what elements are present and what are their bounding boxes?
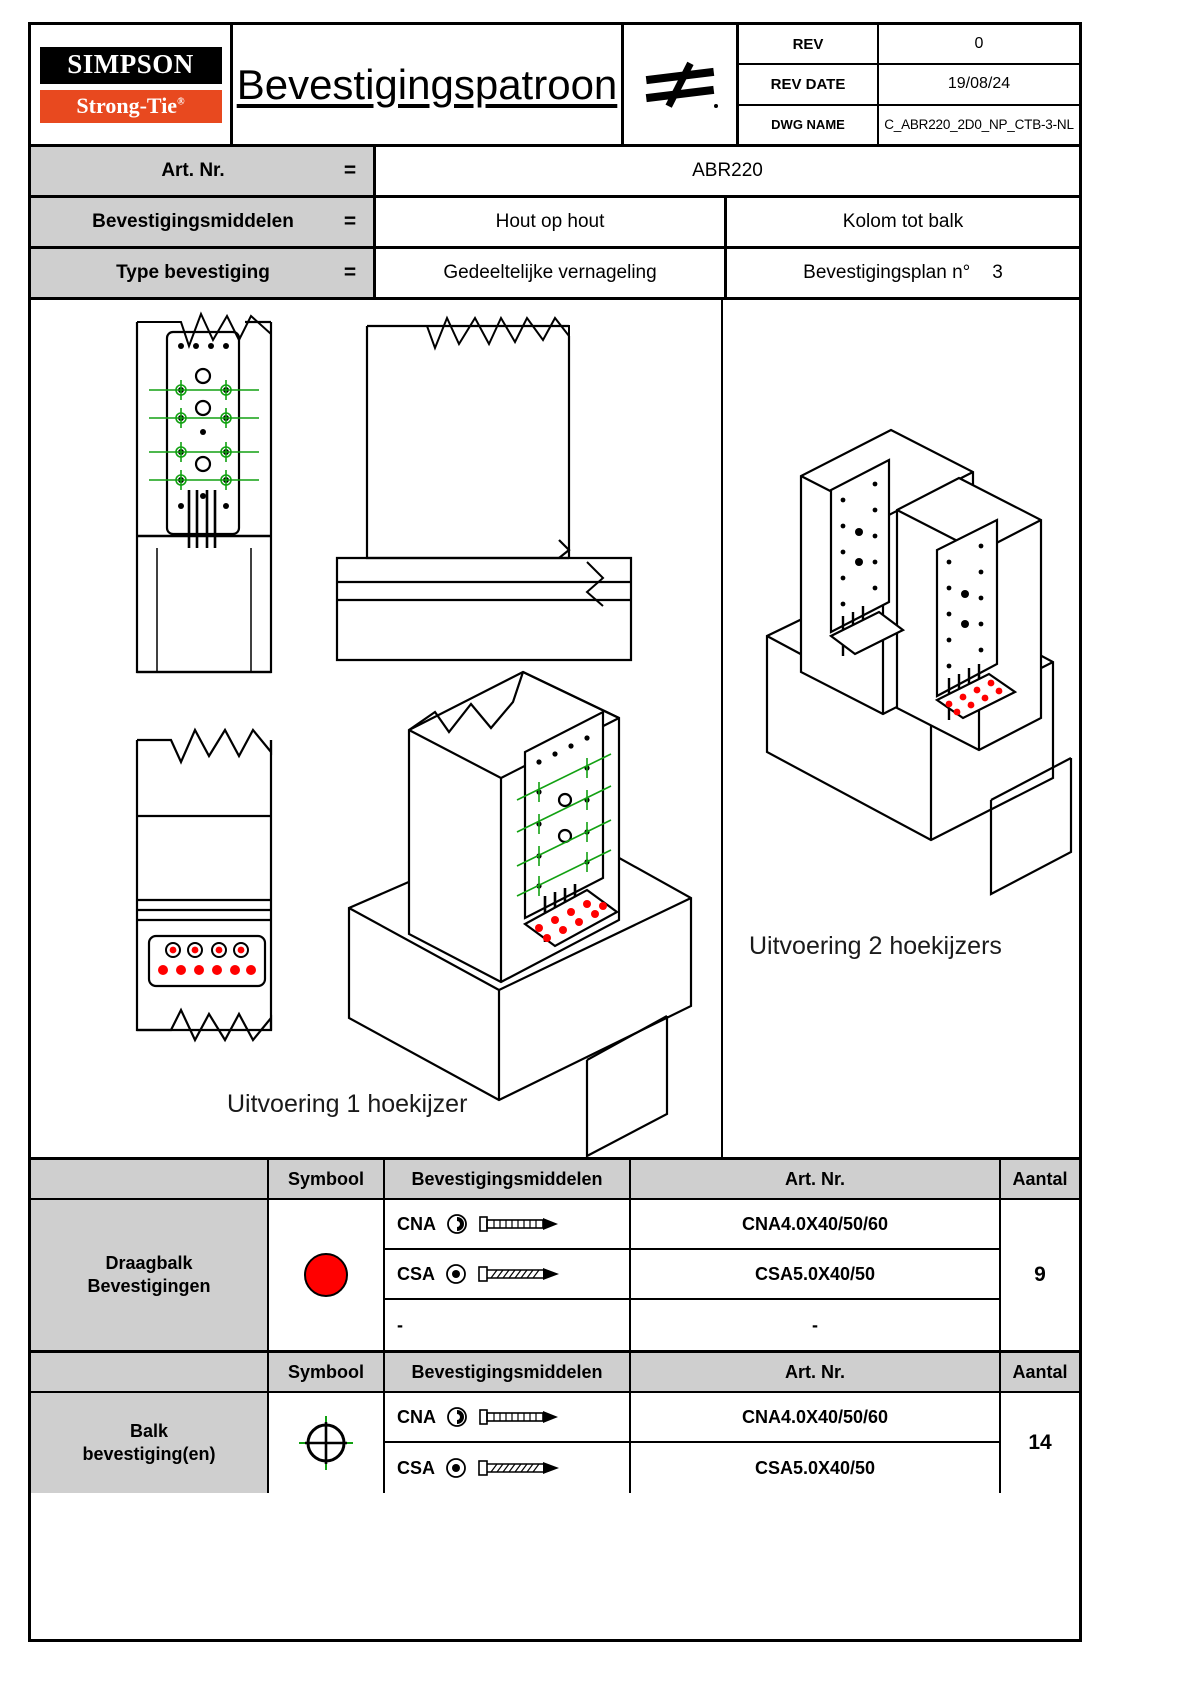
table-row xyxy=(385,1443,1001,1493)
legend-fixing-label: CSA xyxy=(397,1457,436,1478)
table-row xyxy=(385,1300,1001,1350)
not-equal-icon xyxy=(640,59,720,111)
legend-art-cell: CSA5.0X40/50 xyxy=(631,1250,1001,1298)
legend-header-symbol-1: Symbool xyxy=(269,1160,385,1198)
equals-icon: = xyxy=(343,261,357,284)
rev-row xyxy=(739,25,1079,65)
legend-count-1: 9 xyxy=(1034,1263,1046,1286)
legend-fixing-cell xyxy=(385,1200,631,1248)
info-row-fixings xyxy=(31,198,1079,249)
legend-header-art-2: Art. Nr. xyxy=(631,1353,1001,1391)
rev-label: REV xyxy=(739,25,879,63)
legend-header-blank-2 xyxy=(31,1353,269,1391)
info-label-fixings xyxy=(31,198,376,246)
nail-icon xyxy=(478,1407,566,1427)
legend-header-1 xyxy=(31,1160,1079,1200)
legend-rows-2 xyxy=(385,1393,1001,1493)
legend-header-count-2: Aantal xyxy=(1012,1361,1068,1382)
info-label-type-text: Type bevestiging xyxy=(116,262,270,283)
rev-date-row xyxy=(739,65,1079,105)
dwg-name-value: C_ABR220_2D0_NP_CTB-3-NL xyxy=(884,117,1074,133)
legend-header-blank-1 xyxy=(31,1160,269,1198)
legend-body-1 xyxy=(31,1200,1079,1350)
legend-rows-1 xyxy=(385,1200,1001,1350)
info-value-fixings-material: Hout op hout xyxy=(376,198,727,246)
legend-fixing-label: CNA xyxy=(397,1406,436,1427)
info-value-type: Gedeeltelijke vernageling xyxy=(376,249,727,297)
nail-head-icon xyxy=(446,1213,468,1235)
legend-fixing-label: CNA xyxy=(397,1213,436,1234)
legend-header-fixings-2: Bevestigingsmiddelen xyxy=(385,1353,631,1391)
legend-art-cell: CSA5.0X40/50 xyxy=(631,1443,1001,1493)
nail-head-icon xyxy=(446,1406,468,1428)
nail-icon xyxy=(478,1214,566,1234)
legend-symbol-2 xyxy=(269,1393,385,1493)
legend-beam-fixings xyxy=(31,1353,1079,1493)
revision-table xyxy=(739,25,1079,144)
legend-header-count-1: Aantal xyxy=(1012,1168,1068,1189)
legend-count-2: 14 xyxy=(1028,1431,1052,1454)
legend-name-2-line1: Balk xyxy=(129,1420,169,1441)
caption-single-bracket: Uitvoering 1 hoekijzer xyxy=(227,1090,468,1118)
legend-fixing-cell: - xyxy=(385,1300,631,1350)
info-value-article: ABR220 xyxy=(692,160,763,181)
technical-drawings xyxy=(31,300,1079,1158)
equals-icon: = xyxy=(343,210,357,233)
logo-simpson-text: SIMPSON xyxy=(40,47,222,84)
not-equal-symbol-cell xyxy=(624,25,739,144)
legend-name-2-line2: bevestiging(en) xyxy=(82,1444,216,1464)
legend-supporting-beam xyxy=(31,1160,1079,1353)
rev-date-value: 19/08/24 xyxy=(947,75,1011,93)
plan-label: Bevestigingsplan n° xyxy=(803,262,971,283)
green-crosshair-circle-icon xyxy=(295,1412,357,1474)
legend-name-1-line2: Bevestigingen xyxy=(87,1276,211,1296)
info-label-article-text: Art. Nr. xyxy=(161,160,225,181)
table-row xyxy=(385,1393,1001,1443)
info-value-plan xyxy=(727,249,1079,297)
legend-fixing-cell xyxy=(385,1443,631,1493)
table-row xyxy=(385,1200,1001,1250)
drawing-divider xyxy=(721,300,723,1157)
plan-number: 3 xyxy=(992,262,1003,283)
view-3d-single-bracket xyxy=(349,672,691,1156)
legend-header-2 xyxy=(31,1353,1079,1393)
legend-fixing-cell xyxy=(385,1250,631,1298)
title-block xyxy=(31,25,1079,147)
info-row-type xyxy=(31,249,1079,300)
table-row xyxy=(385,1250,1001,1300)
legend-body-2 xyxy=(31,1393,1079,1493)
sheet-title xyxy=(233,25,624,144)
drawing-sheet xyxy=(28,22,1082,1642)
rev-date-label: REV DATE xyxy=(739,65,879,103)
brand-logo xyxy=(31,25,233,144)
legend-header-symbol-2: Symbool xyxy=(269,1353,385,1391)
legend-name-2 xyxy=(31,1393,269,1493)
legend-name-1-line1: Draagbalk xyxy=(105,1252,193,1273)
info-label-type xyxy=(31,249,376,297)
logo-strongtie-text: Strong-Tie® xyxy=(40,90,222,123)
sheet-title-text: Bevestigingspatroon xyxy=(236,60,618,108)
info-value-fixings-connection: Kolom tot balk xyxy=(842,211,964,232)
view-front-top xyxy=(137,314,271,672)
info-label-fixings-text: Bevestigingsmiddelen xyxy=(92,211,294,232)
rev-value: 0 xyxy=(974,35,984,53)
view-3d-double-bracket xyxy=(767,430,1071,894)
dwg-name-row xyxy=(739,106,1079,144)
legend-name-1 xyxy=(31,1200,269,1350)
legend-art-cell: CNA4.0X40/50/60 xyxy=(631,1393,1001,1441)
drawing-area xyxy=(31,300,1079,1160)
legend-art-cell: - xyxy=(631,1300,1001,1350)
screw-head-icon xyxy=(445,1263,467,1285)
info-label-article xyxy=(31,147,376,195)
screw-icon xyxy=(477,1264,569,1284)
screw-head-icon xyxy=(445,1457,467,1479)
legend-art-cell: CNA4.0X40/50/60 xyxy=(631,1200,1001,1248)
dwg-name-label: DWG NAME xyxy=(739,106,879,144)
legend-header-art-1: Art. Nr. xyxy=(631,1160,1001,1198)
caption-double-bracket: Uitvoering 2 hoekijzers xyxy=(749,932,1002,960)
equals-icon: = xyxy=(343,159,357,182)
view-plan-bottom xyxy=(137,730,271,1040)
legend-fixing-label: CSA xyxy=(397,1263,436,1284)
screw-icon xyxy=(477,1458,569,1478)
legend-header-fixings-1: Bevestigingsmiddelen xyxy=(385,1160,631,1198)
legend-symbol-1 xyxy=(269,1200,385,1350)
info-row-article xyxy=(31,147,1079,198)
view-side-top xyxy=(337,318,631,660)
red-filled-circle-icon xyxy=(304,1253,348,1297)
legend-fixing-cell xyxy=(385,1393,631,1441)
